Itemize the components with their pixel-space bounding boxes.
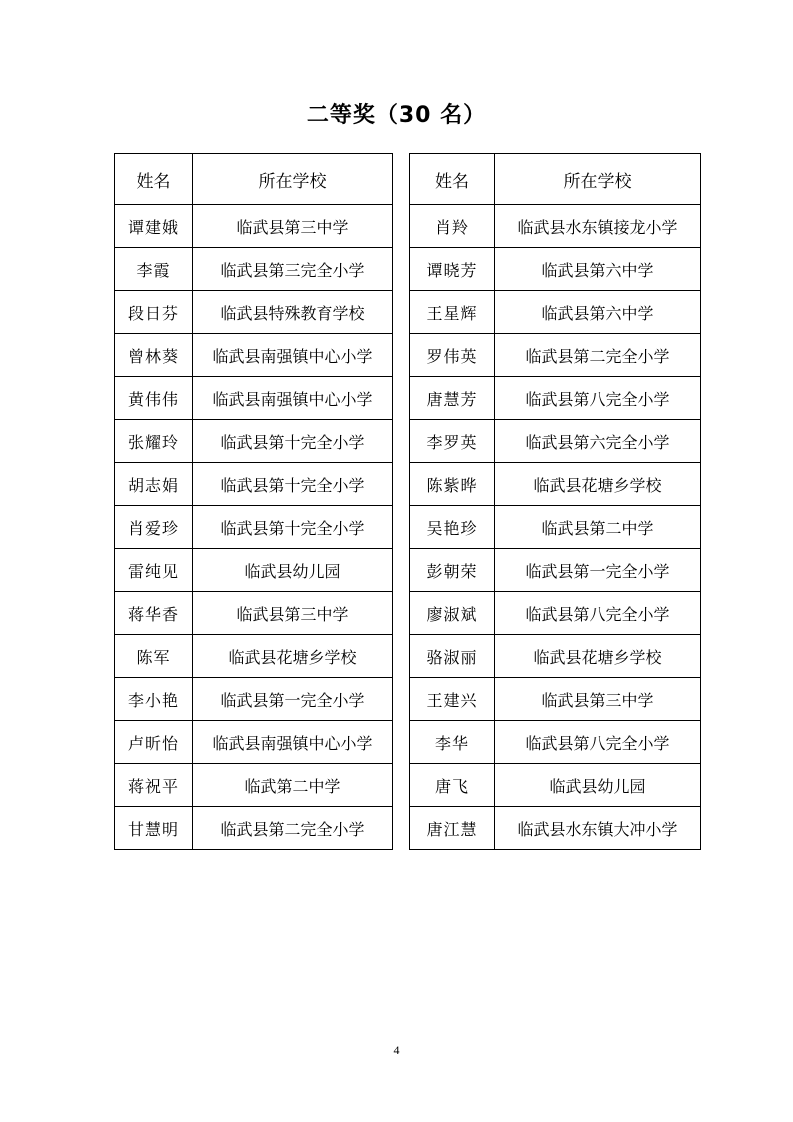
awardee-name: 曾林葵	[115, 334, 193, 377]
awardee-school: 临武县第十完全小学	[193, 420, 393, 463]
table-body	[115, 205, 701, 850]
awardee-school: 临武县第八完全小学	[495, 592, 701, 635]
awardee-name: 唐飞	[410, 764, 495, 807]
table-row	[115, 463, 701, 506]
column-gap	[393, 592, 410, 635]
awardee-school: 临武县第八完全小学	[495, 721, 701, 764]
awardee-name: 李小艳	[115, 678, 193, 721]
awardee-school: 临武县幼儿园	[193, 549, 393, 592]
header-school-left: 所在学校	[193, 154, 393, 205]
table-row	[115, 377, 701, 420]
table-row	[115, 291, 701, 334]
column-gap	[393, 291, 410, 334]
column-gap	[393, 549, 410, 592]
awardee-name: 段日芬	[115, 291, 193, 334]
table-row	[115, 420, 701, 463]
column-gap	[393, 420, 410, 463]
table-row	[115, 807, 701, 850]
awardee-school: 临武第二中学	[193, 764, 393, 807]
awardee-name: 罗伟英	[410, 334, 495, 377]
awardee-name: 陈紫晔	[410, 463, 495, 506]
awardee-school: 临武县第十完全小学	[193, 506, 393, 549]
awardee-school: 临武县花塘乡学校	[495, 463, 701, 506]
column-gap	[393, 154, 410, 205]
header-name-right: 姓名	[410, 154, 495, 205]
awardee-school: 临武县南强镇中心小学	[193, 377, 393, 420]
awardee-school: 临武县第三完全小学	[193, 248, 393, 291]
column-gap	[393, 205, 410, 248]
awardee-name: 唐慧芳	[410, 377, 495, 420]
awardee-name: 蒋华香	[115, 592, 193, 635]
awardee-name: 张耀玲	[115, 420, 193, 463]
awardee-name: 吴艳珍	[410, 506, 495, 549]
awardee-name: 肖爱珍	[115, 506, 193, 549]
awardee-name: 李华	[410, 721, 495, 764]
table-row	[115, 334, 701, 377]
table-header-row	[115, 154, 701, 205]
awardee-school: 临武县南强镇中心小学	[193, 334, 393, 377]
column-gap	[393, 377, 410, 420]
awardee-name: 唐江慧	[410, 807, 495, 850]
awardee-name: 甘慧明	[115, 807, 193, 850]
column-gap	[393, 463, 410, 506]
column-gap	[393, 807, 410, 850]
table-row	[115, 248, 701, 291]
table-row	[115, 678, 701, 721]
column-gap	[393, 678, 410, 721]
awardee-name: 廖淑斌	[410, 592, 495, 635]
awardee-name: 李罗英	[410, 420, 495, 463]
table-row	[115, 205, 701, 248]
table-row	[115, 635, 701, 678]
table-row	[115, 764, 701, 807]
awardee-name: 彭朝荣	[410, 549, 495, 592]
awardee-school: 临武县幼儿园	[495, 764, 701, 807]
awardee-name: 王星辉	[410, 291, 495, 334]
awardee-name: 陈军	[115, 635, 193, 678]
table-row	[115, 721, 701, 764]
awardee-school: 临武县第三中学	[495, 678, 701, 721]
awardee-name: 黄伟伟	[115, 377, 193, 420]
awardee-name: 卢昕怡	[115, 721, 193, 764]
awardee-school: 临武县花塘乡学校	[495, 635, 701, 678]
awardee-school: 临武县第一完全小学	[193, 678, 393, 721]
awardee-school: 临武县第二中学	[495, 506, 701, 549]
awardee-school: 临武县第六中学	[495, 248, 701, 291]
award-table	[114, 153, 701, 850]
awardee-name: 王建兴	[410, 678, 495, 721]
awardee-school: 临武县第十完全小学	[193, 463, 393, 506]
column-gap	[393, 764, 410, 807]
awardee-school: 临武县第三中学	[193, 592, 393, 635]
awardee-school: 临武县第二完全小学	[193, 807, 393, 850]
awardee-name: 雷纯见	[115, 549, 193, 592]
awardee-school: 临武县第二完全小学	[495, 334, 701, 377]
awardee-name: 肖羚	[410, 205, 495, 248]
table-row	[115, 506, 701, 549]
awardee-school: 临武县特殊教育学校	[193, 291, 393, 334]
column-gap	[393, 635, 410, 678]
awardee-name: 李霞	[115, 248, 193, 291]
awardee-school: 临武县花塘乡学校	[193, 635, 393, 678]
awardee-name: 蒋祝平	[115, 764, 193, 807]
awardee-school: 临武县南强镇中心小学	[193, 721, 393, 764]
awardee-name: 谭建娥	[115, 205, 193, 248]
page-title: 二等奖（30 名）	[306, 103, 487, 128]
table-row	[115, 592, 701, 635]
header-name-left: 姓名	[115, 154, 193, 205]
table-row	[115, 549, 701, 592]
awardee-school: 临武县第一完全小学	[495, 549, 701, 592]
column-gap	[393, 248, 410, 291]
awardee-school: 临武县水东镇接龙小学	[495, 205, 701, 248]
page-number: 4	[393, 1043, 400, 1057]
awardee-school: 临武县第八完全小学	[495, 377, 701, 420]
awardee-school: 临武县第六中学	[495, 291, 701, 334]
awardee-name: 骆淑丽	[410, 635, 495, 678]
awardee-name: 谭晓芳	[410, 248, 495, 291]
awardee-school: 临武县第六完全小学	[495, 420, 701, 463]
awardee-school: 临武县水东镇大冲小学	[495, 807, 701, 850]
column-gap	[393, 506, 410, 549]
header-school-right: 所在学校	[495, 154, 701, 205]
awardee-name: 胡志娟	[115, 463, 193, 506]
column-gap	[393, 721, 410, 764]
column-gap	[393, 334, 410, 377]
awardee-school: 临武县第三中学	[193, 205, 393, 248]
